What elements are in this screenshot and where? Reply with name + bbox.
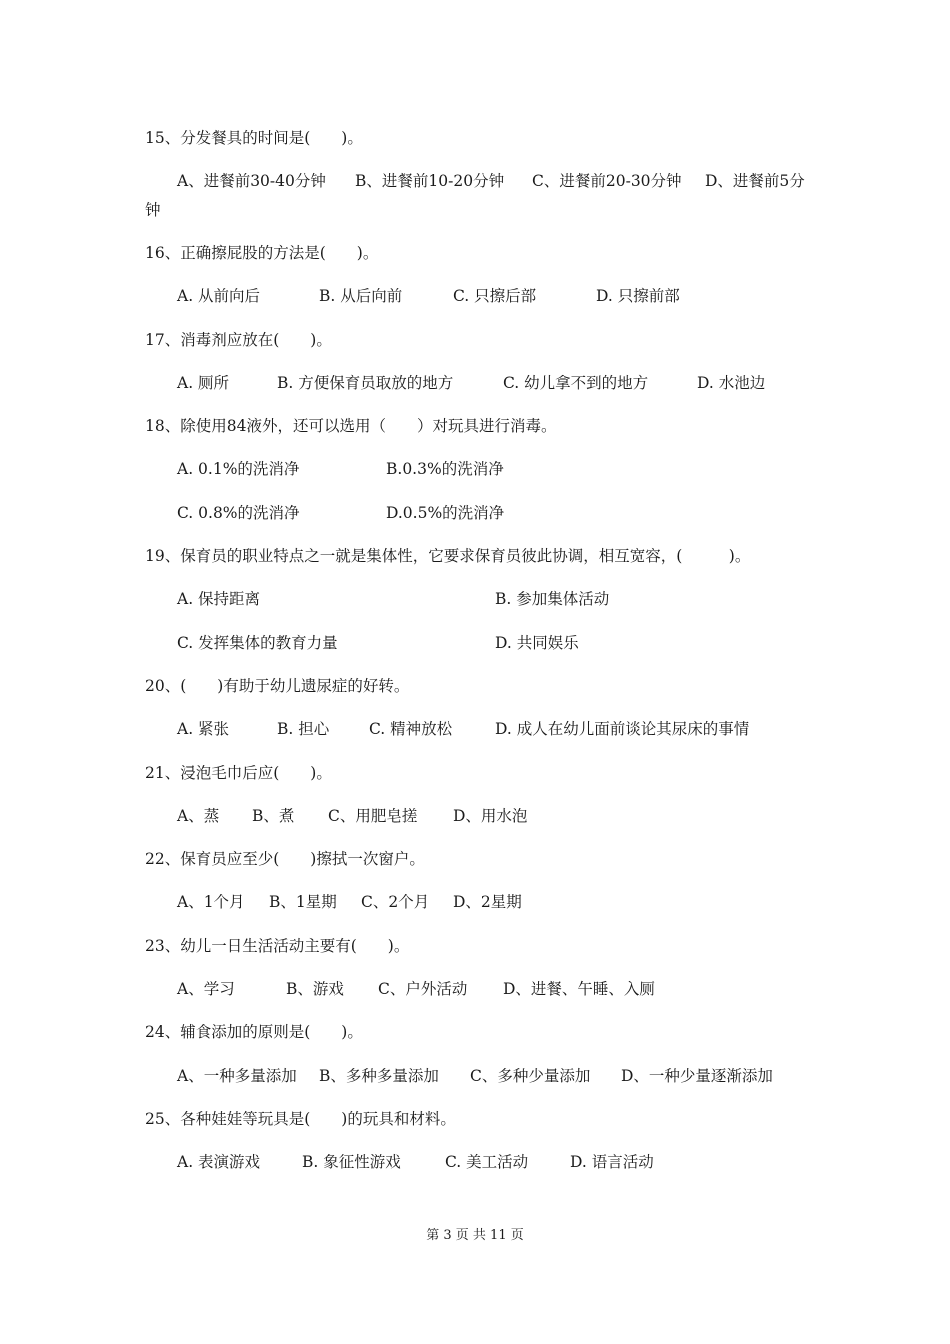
question-20-stem: 20、( )有助于幼儿遗尿症的好转。 — [145, 677, 410, 695]
question-22-option-b: B、1星期 — [269, 893, 337, 911]
question-20-option-c: C. 精神放松 — [369, 720, 453, 738]
question-15-option-b: B、进餐前10-20分钟 — [355, 172, 505, 190]
question-17-option-a: A. 厕所 — [177, 374, 230, 392]
question-25-option-b: B. 象征性游戏 — [302, 1153, 401, 1171]
question-25-option-a: A. 表演游戏 — [177, 1153, 261, 1171]
question-17-stem: 17、消毒剂应放在( )。 — [145, 331, 332, 349]
question-23-option-c: C、户外活动 — [378, 980, 468, 998]
question-16-option-a: A. 从前向后 — [177, 287, 261, 305]
question-22-option-d: D、2星期 — [453, 893, 522, 911]
question-22-option-a: A、1个月 — [177, 893, 245, 911]
question-15-option-a: A、进餐前30-40分钟 — [177, 172, 326, 190]
question-17-option-b: B. 方便保育员取放的地方 — [277, 374, 454, 392]
question-18-option-a: A. 0.1%的洗消净 — [177, 460, 300, 478]
question-16-stem: 16、正确擦屁股的方法是( )。 — [145, 244, 379, 262]
question-21-option-c: C、用肥皂搓 — [328, 807, 418, 825]
question-15-option-d-continued: 钟 — [145, 201, 161, 219]
question-18-stem: 18、除使用84液外，还可以选用（ ）对玩具进行消毒。 — [145, 417, 557, 435]
question-18-option-c: C. 0.8%的洗消净 — [177, 504, 300, 522]
question-21-option-d: D、用水泡 — [453, 807, 528, 825]
question-25-stem: 25、各种娃娃等玩具是( )的玩具和材料。 — [145, 1110, 456, 1128]
question-17-option-d: D. 水池边 — [697, 374, 766, 392]
question-20-option-d: D. 成人在幼儿面前谈论其尿床的事情 — [495, 720, 750, 738]
question-19-option-a: A. 保持距离 — [177, 590, 261, 608]
question-24-option-c: C、多种少量添加 — [470, 1067, 591, 1085]
question-16-option-c: C. 只擦后部 — [453, 287, 537, 305]
question-15-option-d: D、进餐前5分 — [705, 172, 805, 190]
question-22-stem: 22、保育员应至少( )擦拭一次窗户。 — [145, 850, 425, 868]
question-19-option-b: B. 参加集体活动 — [495, 590, 610, 608]
question-19-stem: 19、保育员的职业特点之一就是集体性，它要求保育员彼此协调，相互宽容，( )。 — [145, 547, 751, 565]
question-24-option-d: D、一种少量逐渐添加 — [621, 1067, 773, 1085]
question-15-option-c: C、进餐前20-30分钟 — [532, 172, 682, 190]
question-19-option-d: D. 共同娱乐 — [495, 634, 579, 652]
question-21-option-a: A、蒸 — [177, 807, 220, 825]
question-23-option-d: D、进餐、午睡、入厕 — [503, 980, 655, 998]
question-25-option-c: C. 美工活动 — [445, 1153, 529, 1171]
question-17-option-c: C. 幼儿拿不到的地方 — [503, 374, 649, 392]
question-20-option-a: A. 紧张 — [177, 720, 230, 738]
question-23-stem: 23、幼儿一日生活活动主要有( )。 — [145, 937, 410, 955]
question-23-option-b: B、游戏 — [286, 980, 344, 998]
question-24-option-b: B、多种多量添加 — [319, 1067, 439, 1085]
question-25-option-d: D. 语言活动 — [570, 1153, 654, 1171]
question-21-stem: 21、浸泡毛巾后应( )。 — [145, 764, 332, 782]
page-number-footer: 第 3 页 共 11 页 — [426, 1228, 524, 1243]
question-16-option-b: B. 从后向前 — [319, 287, 403, 305]
question-21-option-b: B、煮 — [252, 807, 295, 825]
question-15-stem: 15、分发餐具的时间是( )。 — [145, 129, 363, 147]
question-24-option-a: A、一种多量添加 — [177, 1067, 297, 1085]
question-24-stem: 24、辅食添加的原则是( )。 — [145, 1023, 363, 1041]
question-20-option-b: B. 担心 — [277, 720, 330, 738]
question-18-option-d: D.0.5%的洗消净 — [386, 504, 505, 522]
question-22-option-c: C、2个月 — [361, 893, 430, 911]
question-19-option-c: C. 发挥集体的教育力量 — [177, 634, 338, 652]
question-23-option-a: A、学习 — [177, 980, 235, 998]
question-18-option-b: B.0.3%的洗消净 — [386, 460, 504, 478]
question-16-option-d: D. 只擦前部 — [596, 287, 680, 305]
